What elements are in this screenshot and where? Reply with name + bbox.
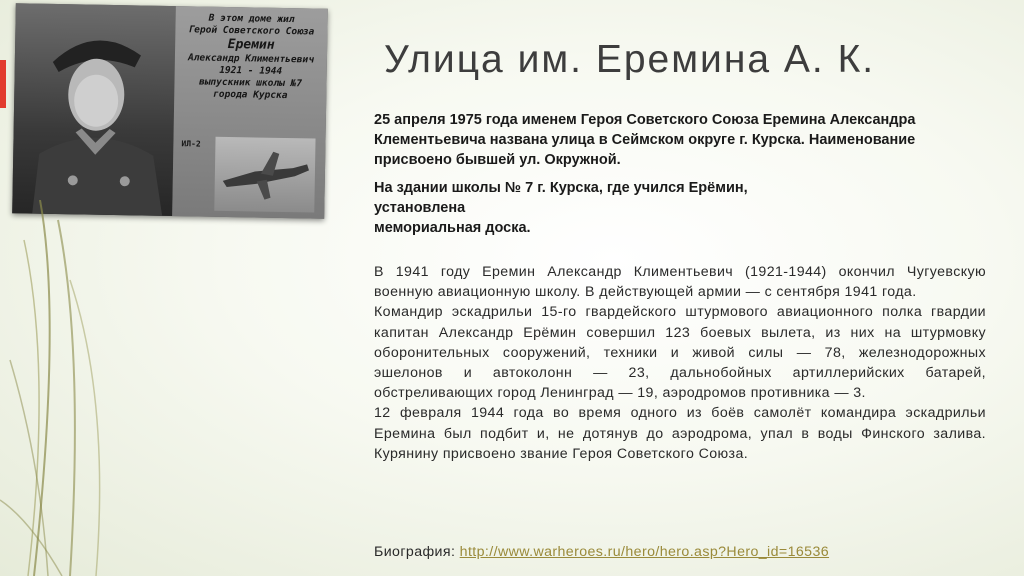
intro-line: мемориальная доска. [374, 220, 531, 236]
body-paragraph: Командир эскадрильи 15-го гвардейского штурмового авиационного полка гвардии капитан Александр Ерёмин совершил 123 боевых вылета, из них на штурмовку оборонительных сооружений, техники и живой силы — 78, железнодорожных эшелонов и автоколонн — 23, дальнобойных артиллерийских батарей, обстреливающих город Ленинград — 19, аэродромов противника — 3. [374, 304, 986, 402]
memorial-plaque-photo [12, 3, 328, 218]
plaque-line: выпускник школы №7 [198, 76, 303, 90]
plaque-line: 1921 - 1944 [219, 64, 283, 77]
page-title: Улица им. Еремина А. К. [384, 38, 876, 81]
intro-line: На здании школы № 7 г. Курска, где учился Ерёмин, [374, 180, 748, 196]
plaque-line: В этом доме жил [208, 12, 295, 26]
intro-block [374, 110, 974, 246]
bio-label: Биография: [374, 544, 460, 560]
intro-line: установлена [374, 200, 466, 216]
plaque-line: Александр Климентьевич [187, 52, 314, 66]
biography-source [374, 544, 829, 560]
body-paragraph: В 1941 году Еремин Александр Климентьевич (1921-1944) окончил Чугуевскую военную авиационную школу. В действующей армии — с сентября 1941 года. [374, 264, 986, 301]
plaque-inscription [172, 6, 328, 219]
bio-link[interactable]: http://www.warheroes.ru/hero/hero.asp?Hero_id=16536 [459, 544, 830, 560]
body-paragraph: 12 февраля 1944 года во время одного из боёв самолёт командира эскадрильи Еремина был подбит и, не дотянув до аэродрома, упал в воды Финского залива. Курянину присвоено звание Героя Советского Союза. [374, 405, 986, 462]
intro-paragraph [374, 178, 974, 238]
accent-bar [0, 60, 6, 108]
plaque-plane-relief [214, 137, 315, 213]
decorative-grass-stems [0, 200, 140, 576]
plaque-line: Герой Советского Союза [188, 24, 315, 38]
portrait-photo [12, 3, 176, 216]
plaque-line: города Курска [213, 88, 288, 102]
intro-paragraph: 25 апреля 1975 года именем Героя Советского Союза Еремина Александра Клементьевича названа улица в Сеймском округе г. Курска. Наименование присвоено бывшей ул. Окружной. [374, 112, 916, 168]
plaque-line: Еремин [227, 36, 275, 53]
biography-text [374, 262, 986, 464]
plaque-plane-label: ИЛ-2 [181, 139, 201, 149]
